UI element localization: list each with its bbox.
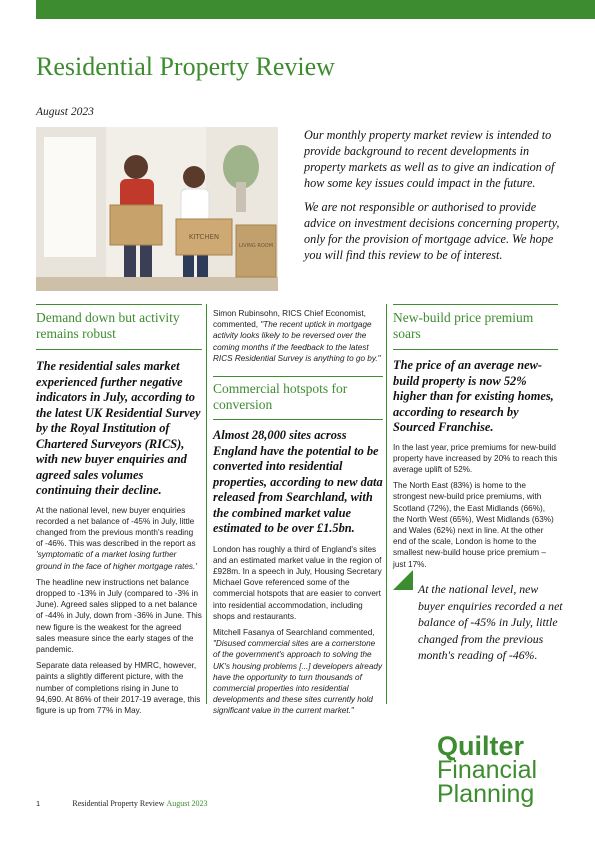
pull-quote: At the national level, new buyer enquiries recorded a net balance of -45% in July, little changed from the previous month's reading of -46%. [418, 582, 563, 662]
searchland-quote: "Disused commercial sites are a cornerstone of the government's approach to solving the UK's housing problems [...] developers already have the opportunity to turn thousands of commercial properties into residential developments and these sites currently hold significant value in the current market." [213, 639, 383, 716]
header-green-bar [36, 0, 595, 19]
body-paragraph: London has roughly a third of England's sites and an estimated market value in the region of £928m. In a speech in July, Housing Secretary Michael Gove referenced some of the commercial hotspots that are easier to convert into residential accommodation, including shops and restaurants. [213, 544, 382, 621]
box-label-kitchen: KITCHEN [188, 233, 220, 241]
column-3-top-rule [393, 304, 558, 305]
section-lead-newbuild: The price of an average new-build property is now 52% higher than for existing homes, according to research by Sourced Franchise. [393, 358, 554, 434]
section-commercial [213, 381, 383, 722]
section-heading-commercial: Commercial hotspots for conversion [213, 381, 348, 412]
comment-intro: Simon Rubinsohn, RICS Chief Economist, commented, [213, 309, 366, 330]
rics-comment [213, 308, 383, 369]
section-divider [36, 349, 202, 350]
intro-text [304, 127, 562, 271]
section-divider [393, 349, 558, 350]
logo-line-1: Quilter [437, 731, 525, 761]
hero-photo [36, 127, 278, 291]
section-lead-commercial: Almost 28,000 sites across England have the potential to be converted into residential properties, according to new data released from Searchland, with the combined market value estimated to be over £1.5bn. [213, 428, 383, 535]
section-divider [213, 376, 383, 377]
section-body-commercial [213, 544, 383, 717]
body-paragraph: The headline new instructions net balance dropped to -13% in July (compared to -3% in June). Agreed sales slipped to a net balance of -44% in July, down from -36% in June. This new figure is the weakest for the agreed sales measure since the early stages of the pandemic. [36, 577, 202, 654]
report-quote: 'symptomatic of a market losing further ground in the face of higher mortgage rates.' [36, 550, 197, 571]
section-lead-demand: The residential sales market experienced further negative indicators in July, according to the latest UK Residential Survey by the Royal Institution of Chartered Surveyors (RICS), with new buyer enquiries and agreed sales volumes continuing their decline. [36, 359, 201, 497]
section-newbuild [393, 310, 558, 575]
column-divider [386, 304, 387, 704]
footer [36, 799, 208, 808]
column-1-top-rule [36, 304, 202, 305]
body-paragraph: Separate data released by HMRC, however, paints a slightly different picture, with the number of completions rising in June to 94,690. At 86% of their 2017-19 average, this figure is up from 77% in May. [36, 661, 201, 715]
section-divider [213, 419, 383, 420]
intro-disclaimer: We are not responsible or authorised to provide advice on investment decisions concerning property, only for the provision of mortgage advice. We hope you will find this review to be of interest. [304, 200, 560, 262]
quilter-logo [437, 731, 538, 808]
couple-moving-boxes-image [36, 127, 278, 291]
column-divider [206, 304, 207, 704]
quote-corner-mark [393, 570, 413, 590]
logo-line-3: Planning [437, 780, 535, 808]
body-paragraph: Mitchell Fasanya of Searchland commented, [213, 627, 375, 637]
section-heading-newbuild: New-build price premium soars [393, 310, 534, 341]
logo-line-2: Financial [437, 756, 538, 784]
box-label-living-room: LIVING ROOM [238, 243, 274, 249]
section-heading-demand: Demand down but activity remains robust [36, 310, 180, 341]
page-number: 1 [36, 799, 41, 808]
body-paragraph: In the last year, price premiums for new-build property have increased by 20% to reach this average uplift of 52%. [393, 442, 558, 474]
body-paragraph: At the national level, new buyer enquiries recorded a net balance of -45% in July, little changed from the previous month's reading of -46%. This was described in the report as [36, 505, 196, 549]
footer-doc-name: Residential Property Review [72, 799, 165, 808]
section-body-demand [36, 505, 202, 717]
section-demand [36, 310, 202, 721]
section-body-newbuild [393, 442, 558, 570]
rics-quote: "The recent uptick in mortgage activity looks likely to be reversed over the coming months if the feedback to the latest RICS Residential Survey is anything to go by." [213, 320, 381, 363]
intro-paragraph: Our monthly property market review is intended to provide background to recent developments in property markets as well as to give an indication of how some key issues could impact in the future. [304, 128, 555, 190]
body-paragraph: The North East (83%) is home to the strongest new-build price premiums, with Scotland (72%), the East Midlands (66%), the North West (65%), West Midlands (63%) and Wales (62%) next in line. At the other end of the scale, London is home to the smallest new-build house price premium – just 17%. [393, 481, 554, 569]
page-title: Residential Property Review [36, 52, 335, 81]
issue-date: August 2023 [36, 106, 94, 118]
footer-date: August 2023 [166, 799, 208, 808]
